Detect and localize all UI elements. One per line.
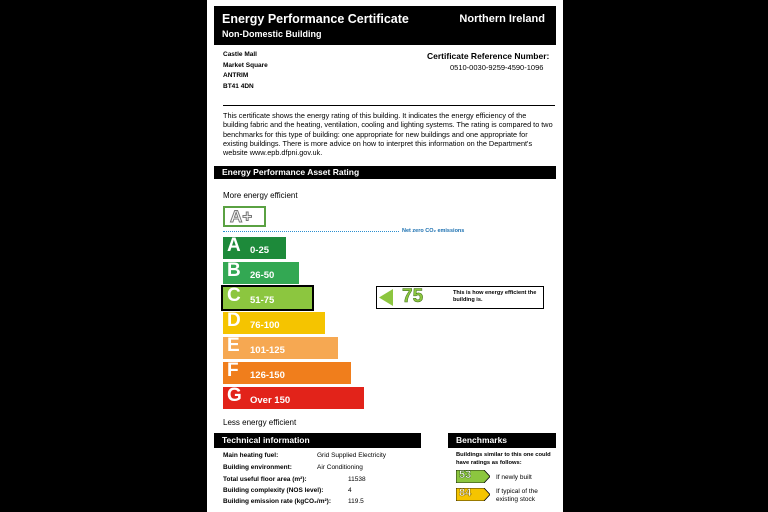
rating-section-title: Energy Performance Asset Rating <box>214 166 556 179</box>
region-label: Northern Ireland <box>459 13 545 25</box>
benchmarks-section-title: Benchmarks <box>448 433 556 448</box>
tech-label: Building emission rate (kgCO₂/m²): <box>223 498 331 505</box>
band-letter: C <box>227 285 241 306</box>
tech-label: Total useful floor area (m²): <box>223 476 307 483</box>
current-rating-value: 75 <box>402 286 424 307</box>
benchmark-existing-value: 84 <box>459 487 472 499</box>
band-letter: G <box>227 385 242 406</box>
band-range: 51-75 <box>250 295 275 306</box>
benchmark-new-label: If newly built <box>496 474 532 481</box>
band-range: 101-125 <box>250 345 285 356</box>
more-efficient-label: More energy efficient <box>223 191 298 200</box>
tech-label: Building complexity (NOS level): <box>223 487 324 494</box>
band-range: 26-50 <box>250 270 275 281</box>
band-f <box>223 362 351 384</box>
tech-value: 11538 <box>348 476 366 483</box>
building-address <box>223 50 268 92</box>
benchmark-new-badge <box>456 470 490 483</box>
band-letter: F <box>227 360 239 381</box>
band-letter: A <box>227 235 241 256</box>
tech-value: 119.5 <box>348 498 364 505</box>
band-range: 0-25 <box>250 245 270 256</box>
band-g <box>223 387 364 409</box>
band-e <box>223 337 338 359</box>
aplus-band <box>223 206 266 227</box>
band-d <box>223 312 325 334</box>
address-line: BT41 4DN <box>223 82 254 90</box>
reference-number: 0510-0030-9259-4590-1096 <box>450 63 544 72</box>
tech-value: Grid Supplied Electricity <box>317 452 386 459</box>
net-zero-label: Net zero CO₂ emissions <box>402 228 465 234</box>
tech-value: Air Conditioning <box>317 464 363 471</box>
band-range: Over 150 <box>250 395 291 406</box>
band-letter: B <box>227 260 241 281</box>
current-rating-marker <box>376 286 544 309</box>
less-efficient-label: Less energy efficient <box>223 418 297 427</box>
rating-arrow-icon <box>379 289 393 306</box>
certificate-page <box>207 0 563 512</box>
tech-value: 4 <box>348 487 352 494</box>
tech-label: Main heating fuel: <box>223 452 279 459</box>
benchmarks-intro: Buildings similar to this one could have ratings as follows: <box>456 452 551 466</box>
band-letter: D <box>227 310 241 331</box>
intro-text: This certificate shows the energy rating of this building. It indicates the energy efficiency of the building fabric and the heating, ventilation, cooling and lighting systems. The rating is compared to two benchmarks for this type of building: one appropriate for new buildings and one appropriate for existing buildings. There is more advice on how to interpret this information on the Department's website www.epb.dfpni.gov.uk. <box>223 111 553 158</box>
address-line: Castle Mall <box>223 51 257 58</box>
aplus-label: A+ <box>230 207 253 226</box>
reference-label: Certificate Reference Number: <box>427 51 550 61</box>
certificate-header <box>214 6 556 45</box>
net-zero-line <box>223 231 399 232</box>
benchmark-existing-label: If typical of the existing stock <box>496 488 538 503</box>
technical-section-title: Technical information <box>214 433 421 448</box>
band-c <box>223 287 312 309</box>
band-letter: E <box>227 335 240 356</box>
address-line: ANTRIM <box>223 72 249 79</box>
certificate-title: Energy Performance Certificate <box>222 12 409 26</box>
band-range: 126-150 <box>250 370 285 381</box>
band-a <box>223 237 286 259</box>
benchmark-new-value: 53 <box>459 469 472 481</box>
current-rating-label: This is how energy efficient the building is. <box>453 290 537 303</box>
address-line: Market Square <box>223 61 268 69</box>
tech-label: Building environment: <box>223 464 292 471</box>
certificate-subtitle: Non-Domestic Building <box>222 29 322 39</box>
band-range: 76-100 <box>250 320 280 331</box>
divider <box>223 105 555 106</box>
band-b <box>223 262 299 284</box>
benchmark-existing-badge <box>456 488 490 501</box>
